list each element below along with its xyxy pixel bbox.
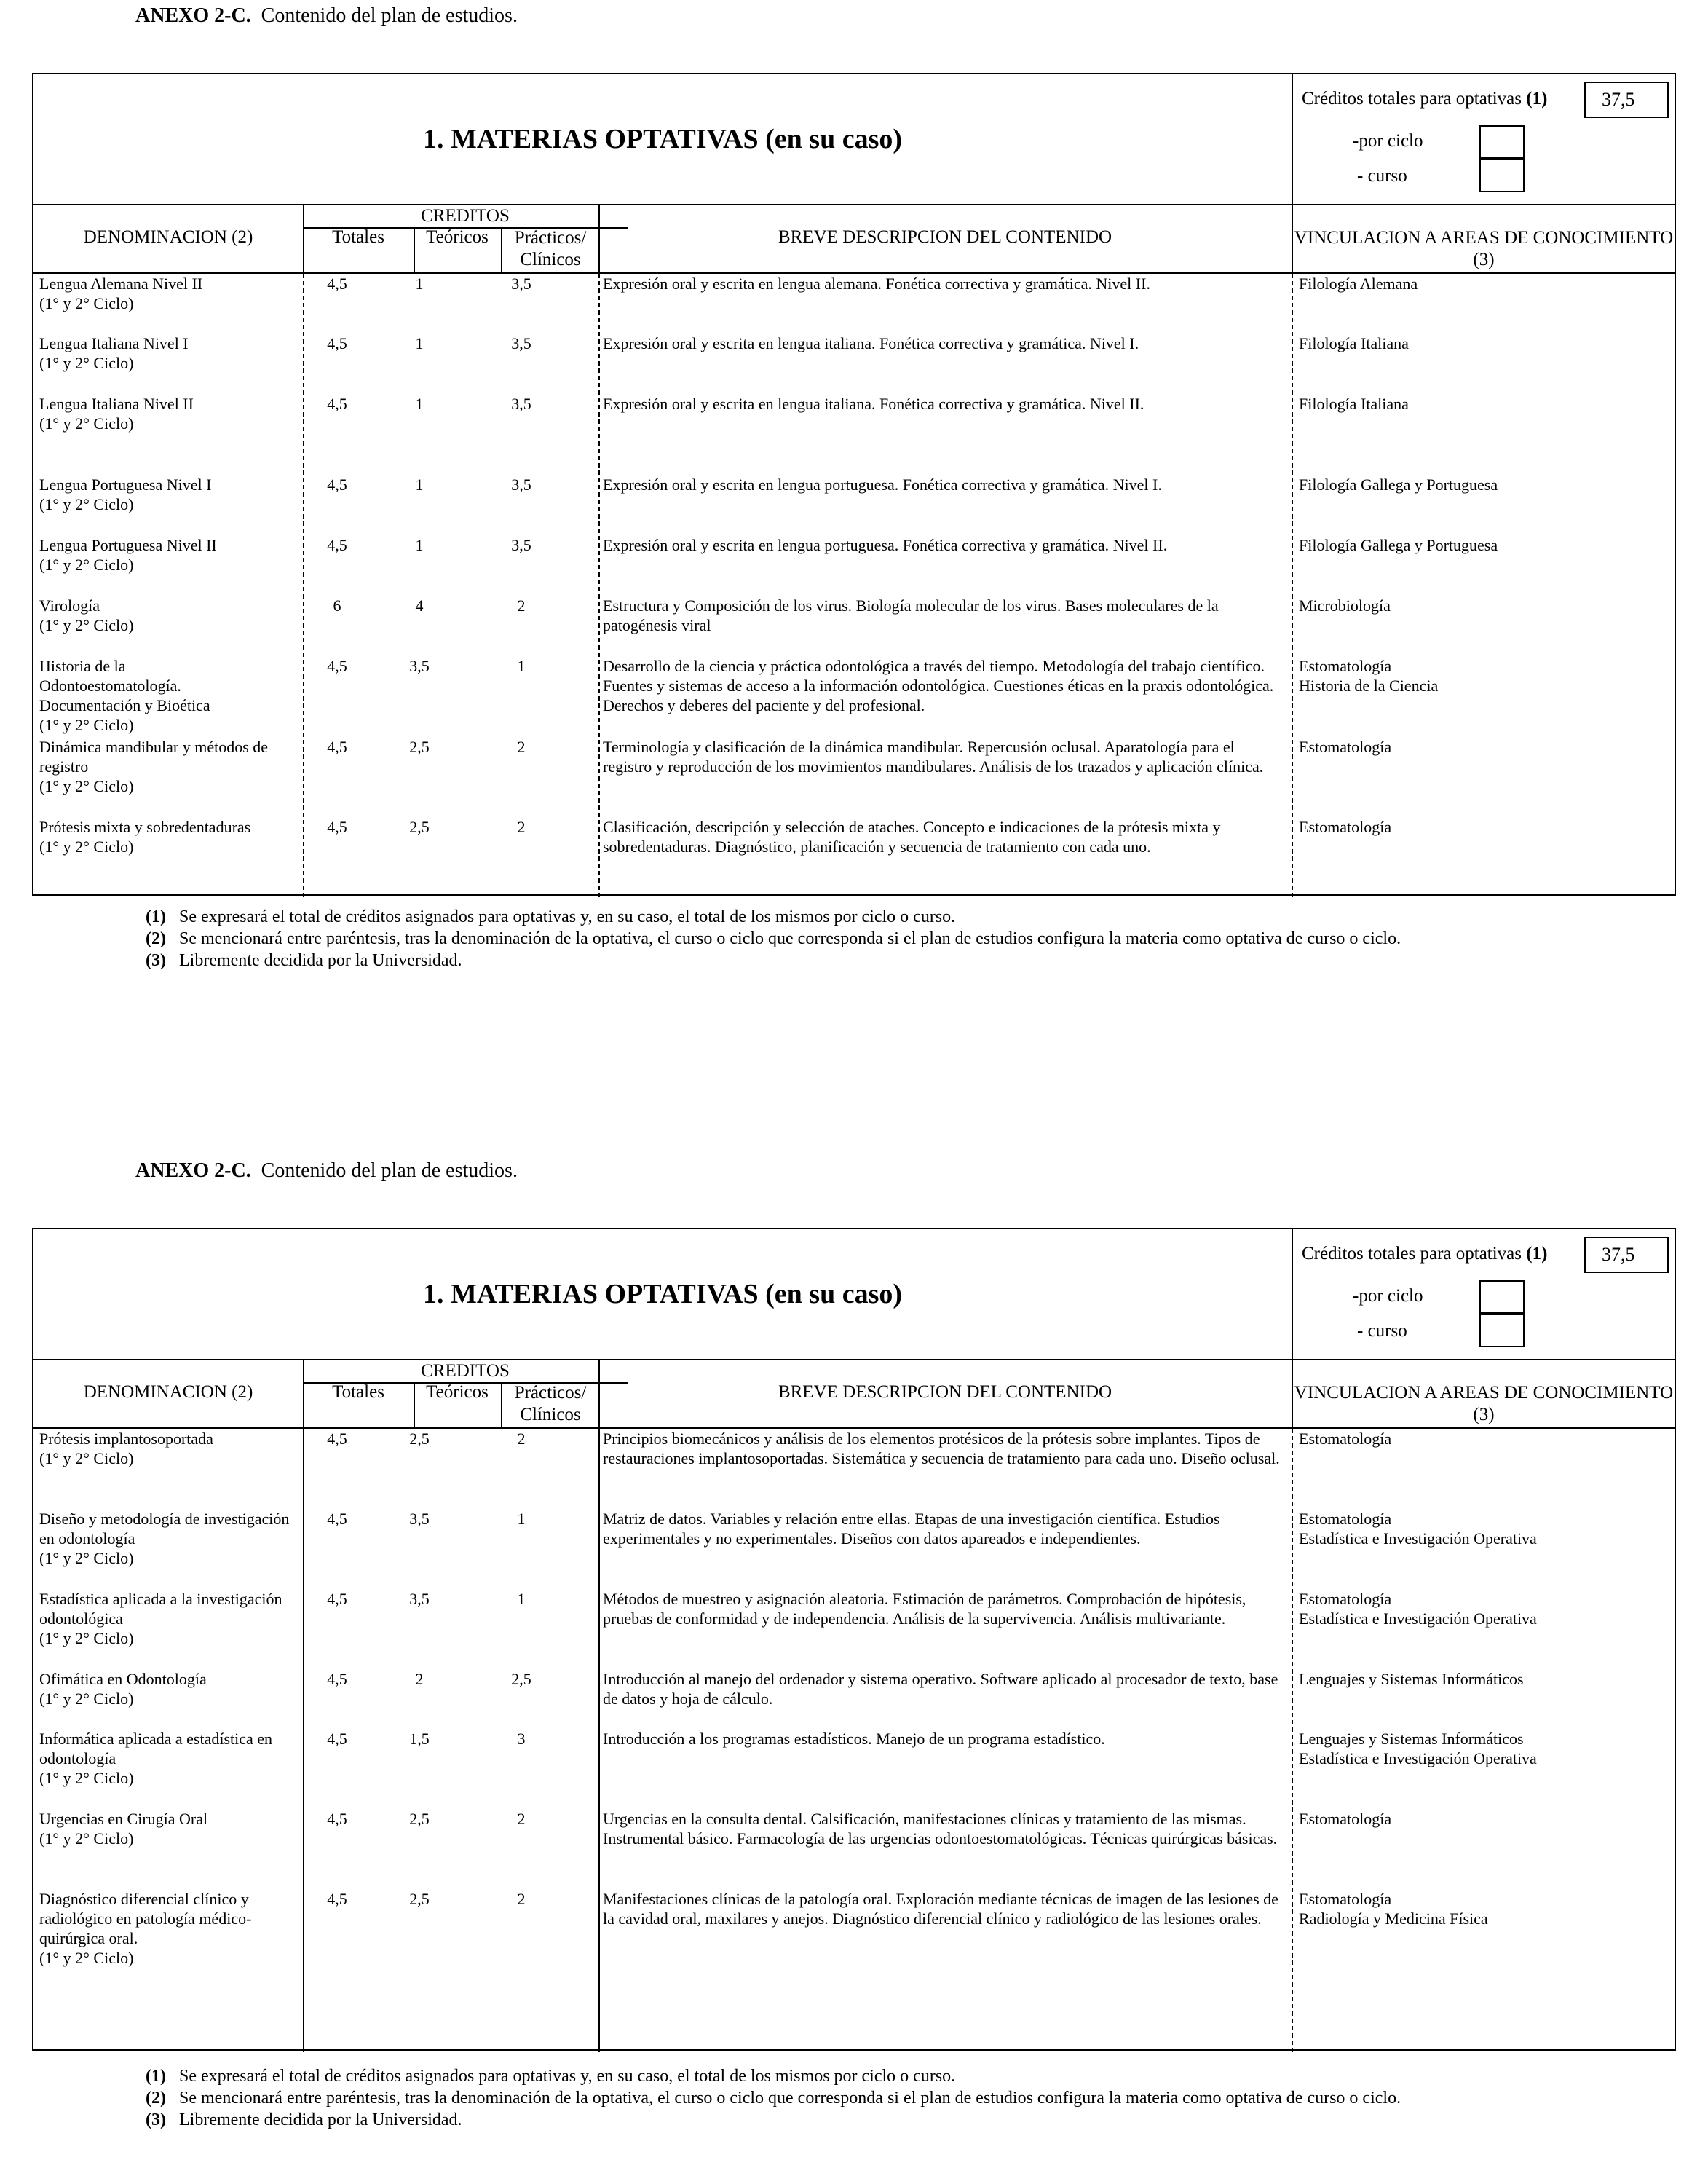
footnote: (2) Se mencionará entre paréntesis, tras la denominación de la optativa, el curso o ciclo que corresponda si el plan de estudios configura la materia como optativa de curso o ciclo. xyxy=(146,929,1401,948)
curso-box xyxy=(1479,1314,1525,1347)
credits-total-value: 37,5 xyxy=(1584,1237,1669,1273)
table-header xyxy=(33,74,1675,205)
credits-box xyxy=(1292,74,1676,204)
practicos-header: Prácticos/ Clínicos xyxy=(514,228,587,269)
footnotes xyxy=(146,2065,1621,2131)
anexo-heading: ANEXO 2-C. Contenido del plan de estudios. xyxy=(135,1159,518,1182)
descripcion-header: BREVE DESCRIPCION DEL CONTENIDO xyxy=(778,1382,1112,1402)
denominacion-header: DENOMINACION (2) xyxy=(83,227,253,247)
descripcion-header: BREVE DESCRIPCION DEL CONTENIDO xyxy=(778,227,1112,247)
column-headers xyxy=(33,1360,1675,1429)
vinculacion-header: VINCULACION A AREAS DE CONOCIMIENTO (3) xyxy=(1294,1383,1674,1424)
teoricos-header: Teóricos xyxy=(426,227,489,247)
materias-table xyxy=(32,1228,1676,2051)
table-body: Lengua Alemana Nivel II (1° y 2° Ciclo) 4,5 1 3,5 Expresión oral y escrita en lengua alemana. Fonética correctiva y gramática. Nivel II. Filología Alemana Lengua Italiana Nivel I (1° y 2° Ciclo) 4,5 1 3,5 Expresión oral y escrita en lengua italiana. Fonética correctiva y gramática. Nivel I. Filología Italiana Lengua Italiana Nivel II (1° y 2° Ciclo) 4,5 1 3,5 Expresión oral y escrita en lengua italiana. Fonética correctiva y gramática. Nivel II. Filología Italiana Lengua Portuguesa Nivel I (1° y 2° Ciclo) 4,5 1 3,5 Expresión oral y escrita en lengua portuguesa. Fonética correctiva y gramática. Nivel I. Filología Gallega y Portuguesa Lengua Portuguesa Nivel II (1° y 2° Ciclo) 4,5 1 3,5 Expresión oral y escrita en lengua portuguesa. Fonética correctiva y gramática. Nivel II. Filología Gallega y Portuguesa Virología (1° y 2° Ciclo) 6 4 2 Estructura y Composición de los virus. Biología molecular de los virus. Bases moleculares de la patogénesis viral Microbiología Historia de la Odontoestomatología. Documentación y Bioética (1° y 2° Ciclo) 4,5 3,5 1 Desarrollo de la ciencia y práctica odontológica a través del tiempo. Metodología del trabajo científico. Fuentes y sistemas de acceso a la información odontológica. Cuestiones éticas en la praxis odontológica. Derechos y deberes del paciente y del profesional. Estomatología Historia de la Ciencia Dinámica mandibular y métodos de registro (1° y 2° Ciclo) 4,5 2,5 2 Terminología y clasificación de la dinámica mandibular. Repercusión oclusal. Aparatología para el registro y reproducción de los movimientos mandibulares. Análisis de los trazados y aplicación clínica. Estomatología Prótesis mixta y sobredentaduras (1° y 2° Ciclo) 4,5 2,5 2 Clasificación, descripción y selección de ataches. Concepto e indicaciones de la prótesis mixta y sobredentaduras. Diagnóstico, planificación y secuencia de tratamiento con cada uno. Estomatología xyxy=(33,274,1675,897)
vinculacion-header: VINCULACION A AREAS DE CONOCIMIENTO (3) xyxy=(1294,228,1674,269)
credits-total-value: 37,5 xyxy=(1584,82,1669,118)
page-title: 1. MATERIAS OPTATIVAS (en su caso) xyxy=(422,124,903,154)
practicos-header: Prácticos/ Clínicos xyxy=(514,1383,587,1424)
totales-header: Totales xyxy=(332,1382,384,1402)
table-header xyxy=(33,1229,1675,1360)
por-ciclo-label: -por ciclo xyxy=(1353,131,1423,151)
totales-header: Totales xyxy=(332,227,384,247)
por-ciclo-box xyxy=(1479,1280,1525,1314)
materias-table xyxy=(32,73,1676,896)
page-title: 1. MATERIAS OPTATIVAS (en su caso) xyxy=(422,1279,903,1309)
por-ciclo-box xyxy=(1479,125,1525,159)
curso-label: - curso xyxy=(1357,1321,1407,1341)
credits-box xyxy=(1292,1229,1676,1359)
teoricos-header: Teóricos xyxy=(426,1382,489,1402)
credits-total-label: Créditos totales para optativas (1) xyxy=(1302,1244,1548,1264)
footnote: (1) Se expresará el total de créditos asignados para optativas y, en su caso, el total de los mismos por ciclo o curso. xyxy=(146,907,956,926)
creditos-header: CREDITOS xyxy=(303,205,628,229)
curso-label: - curso xyxy=(1357,166,1407,186)
por-ciclo-label: -por ciclo xyxy=(1353,1286,1423,1306)
denominacion-header: DENOMINACION (2) xyxy=(83,1382,253,1402)
table-body: Prótesis implantosoportada (1° y 2° Ciclo) 4,5 2,5 2 Principios biomecánicos y análisis de los elementos protésicos de la prótesis sobre implantes. Tipos de restauraciones implantosoportadas. Sistemática y secuencia de tratamiento para cada uno. Diseño oclusal. Estomatología Diseño y metodología de investigación en odontología (1° y 2° Ciclo) 4,5 3,5 1 Matriz de datos. Variables y relación entre ellas. Etapas de una investigación científica. Estudios experimentales y no experimentales. Diseños con datos apareados e independientes. Estomatología Estadística e Investigación Operativa Estadística aplicada a la investigación odontológica (1° y 2° Ciclo) 4,5 3,5 1 Métodos de muestreo y asignación aleatoria. Estimación de parámetros. Comprobación de hipótesis, pruebas de conformidad y de independencia. Análisis de la supervivencia. Análisis multivariante. Estomatología Estadística e Investigación Operativa Ofimática en Odontología (1° y 2° Ciclo) 4,5 2 2,5 Introducción al manejo del ordenador y sistema operativo. Software aplicado al procesador de texto, base de datos y hoja de cálculo. Lenguajes y Sistemas Informáticos Informática aplicada a estadística en odontología (1° y 2° Ciclo) 4,5 1,5 3 Introducción a los programas estadísticos. Manejo de un programa estadístico. Lenguajes y Sistemas Informáticos Estadística e Investigación Operativa Urgencias en Cirugía Oral (1° y 2° Ciclo) 4,5 2,5 2 Urgencias en la consulta dental. Calsificación, manifestaciones clínicas y tratamiento de las mismas. Instrumental básico. Farmacología de las urgencias odontoestomatológicas. Técnicas quirúrgicas básicas. Estomatología Diagnóstico diferencial clínico y radiológico en patología médico-quirúrgica oral. (1° y 2° Ciclo) 4,5 2,5 2 Manifestaciones clínicas de la patología oral. Exploración mediante técnicas de imagen de las lesiones de la cavidad oral, maxilares y anejos. Diagnóstico diferencial clínico y radiológico de las lesiones orales. Estomatología Radiología y Medicina Física xyxy=(33,1429,1675,2052)
anexo-heading: ANEXO 2-C. Contenido del plan de estudios. xyxy=(135,4,518,27)
footnote: (2) Se mencionará entre paréntesis, tras la denominación de la optativa, el curso o ciclo que corresponda si el plan de estudios configura la materia como optativa de curso o ciclo. xyxy=(146,2089,1401,2108)
column-headers xyxy=(33,205,1675,274)
creditos-header: CREDITOS xyxy=(303,1360,628,1384)
curso-box xyxy=(1479,159,1525,192)
footnotes xyxy=(146,906,1621,971)
footnote: (3) Libremente decidida por la Universidad. xyxy=(146,2110,462,2129)
footnote: (1) Se expresará el total de créditos asignados para optativas y, en su caso, el total de los mismos por ciclo o curso. xyxy=(146,2067,956,2086)
credits-total-label: Créditos totales para optativas (1) xyxy=(1302,89,1548,109)
footnote: (3) Libremente decidida por la Universidad. xyxy=(146,951,462,970)
